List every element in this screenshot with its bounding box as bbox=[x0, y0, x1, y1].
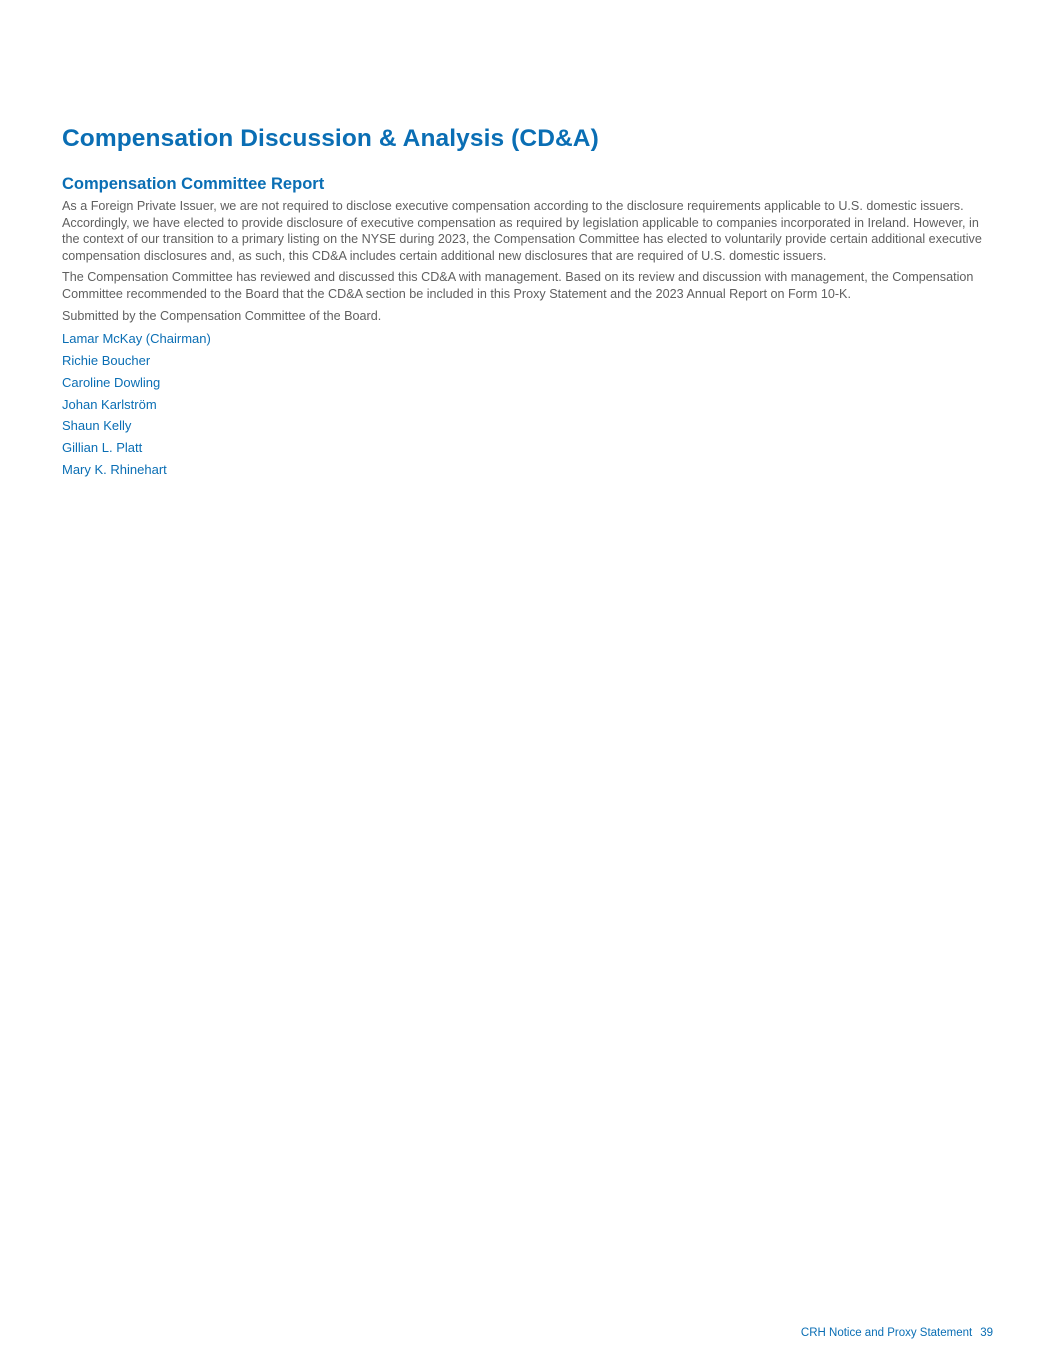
paragraph-review: The Compensation Committee has reviewed and discussed this CD&A with management. Based on its review and discussion with management, the Compensation Committee recommended to the Board that the CD&A section be included in this Proxy Statement and the 2023 Annual Report on Form 10-K. bbox=[62, 270, 974, 301]
footer-document-name: CRH Notice and Proxy Statement bbox=[800, 1327, 973, 1339]
committee-member: Richie Boucher bbox=[62, 352, 151, 368]
submitted-by-text: Submitted by the Compensation Committee of the Board. bbox=[62, 308, 382, 323]
committee-member: Caroline Dowling bbox=[62, 374, 161, 390]
committee-member-list bbox=[62, 328, 982, 481]
page-number: 39 bbox=[980, 1327, 993, 1339]
committee-member: Gillian L. Platt bbox=[62, 440, 143, 456]
committee-member: Lamar McKay (Chairman) bbox=[62, 331, 211, 347]
committee-member: Mary K. Rhinehart bbox=[62, 461, 167, 477]
paragraph-disclosure: As a Foreign Private Issuer, we are not required to disclose executive compensation according to the disclosure requirements applicable to U.S. domestic issuers. Accordingly, we have elected to provide disclosure of executive compensation as required by legislation applicable to companies incorporated in Ireland. However, in the context of our transition to a primary listing on the NYSE during 2023, the Compensation Committee has elected to voluntarily provide certain additional executive compensation disclosures and, as such, this CD&A includes certain additional new disclosures that are required of U.S. domestic issuers. bbox=[62, 199, 982, 263]
committee-member: Shaun Kelly bbox=[62, 418, 132, 434]
section-heading: Compensation Committee Report bbox=[62, 175, 325, 193]
page-title: Compensation Discussion & Analysis (CD&A) bbox=[62, 125, 599, 152]
page-footer bbox=[801, 1327, 993, 1339]
committee-member: Johan Karlström bbox=[62, 396, 157, 412]
main-content bbox=[62, 174, 982, 481]
